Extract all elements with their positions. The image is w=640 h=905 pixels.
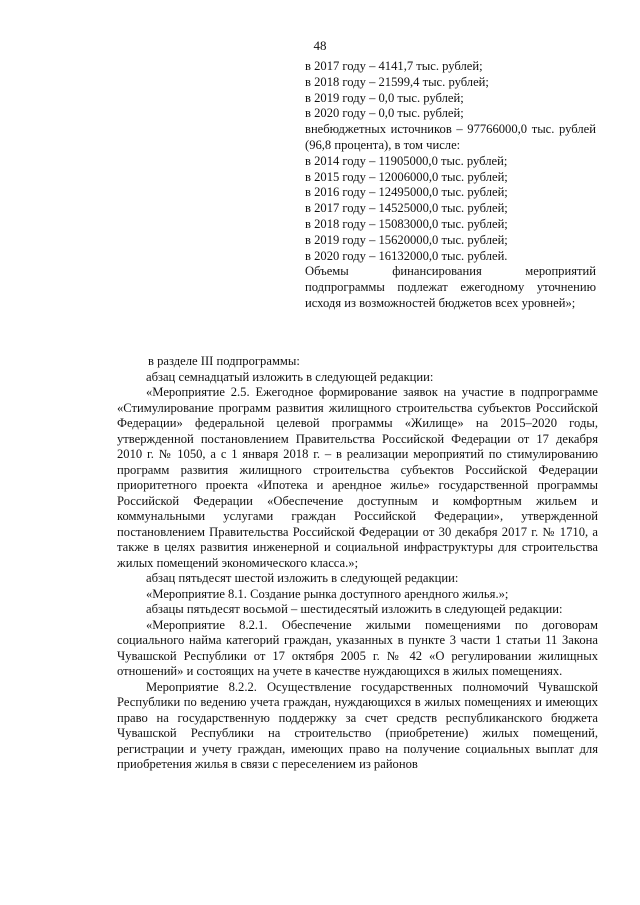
financing-line: в 2019 году – 0,0 тыс. рублей; — [305, 90, 464, 105]
financing-block — [305, 59, 596, 312]
page-number: 48 — [313, 38, 327, 53]
extrabudget-sources: внебюджетных источников – 97766000,0 тыс. рублей (96,8 процента), в том числе: — [305, 122, 596, 152]
year-line: в 2015 году – 12006000,0 тыс. рублей; — [305, 169, 508, 184]
financing-note: Объемы финансирования мероприятий подпрограммы подлежат ежегодному уточнению исходя из возможностей бюджетов всех уровней»; — [305, 264, 596, 310]
year-line: в 2019 году – 15620000,0 тыс. рублей; — [305, 232, 508, 247]
year-line: в 2020 году – 16132000,0 тыс. рублей. — [305, 248, 508, 263]
measure-8-1: «Мероприятие 8.1. Создание рынка доступного арендного жилья.»; — [146, 586, 509, 601]
year-line: в 2018 году – 15083000,0 тыс. рублей; — [305, 216, 508, 231]
amendment-paragraph: абзац пятьдесят шестой изложить в следующей редакции: — [146, 571, 459, 585]
main-text — [117, 354, 598, 773]
year-line: в 2014 году – 11905000,0 тыс. рублей; — [305, 153, 508, 168]
financing-line: в 2020 году – 0,0 тыс. рублей; — [305, 106, 464, 121]
financing-line: в 2017 году – 4141,7 тыс. рублей; — [305, 59, 483, 73]
measure-8-2-2: Мероприятие 8.2.2. Осуществление государственных полномочий Чувашской Республики по ведению учета граждан, нуждающихся в жилых помещениях и имеющих право на государственную поддержку за счет средств республиканского бюджета Чувашской Республики на строительство (приобретение) жилых помещений, регистрации и учету граждан, имеющих право на получение социальных выплат для приобретения жилья в связи с переселением из районов — [117, 679, 598, 771]
amendment-paragraph: абзацы пятьдесят восьмой – шестидесятый изложить в следующей редакции: — [146, 602, 563, 616]
financing-line: в 2018 году – 21599,4 тыс. рублей; — [305, 74, 489, 89]
year-line: в 2016 году – 12495000,0 тыс. рублей; — [305, 185, 508, 200]
year-line: в 2017 году – 14525000,0 тыс. рублей; — [305, 201, 508, 216]
measure-2-5: «Мероприятие 2.5. Ежегодное формирование заявок на участие в подпрограмме «Стимулирование программ развития жилищного строительства субъектов Российской Федерации» федеральной целевой программы «Жилище» на 2015–2020 годы, утвержденной постановлением Правительства Российской Федерации от 17 декабря 2010 г. № 1050, а с 1 января 2018 г. – в реализации мероприятий по стимулированию программ развития жилищного строительства субъектов Российской Федерации приоритетного проекта «Ипотека и арендное жилье» государственной программы Российской Федерации «Обеспечение доступным и комфортным жильем и коммунальными услугами граждан Российской Федерации», утвержденной постановлением Правительства Российской Федерации от 30 декабря 2017 г. № 1710, а также в целях развития инженерной и социальной инфраструктуры для строительства жилых помещений экономического класса.»; — [117, 385, 598, 570]
amendment-paragraph: абзац семнадцатый изложить в следующей редакции: — [146, 369, 434, 384]
section-heading: в разделе III подпрограммы: — [148, 354, 300, 368]
measure-8-2-1: «Мероприятие 8.2.1. Обеспечение жилыми помещениями по договорам социального найма категорий граждан, указанных в пункте 3 части 1 статьи 11 Закона Чувашской Республики от 17 октября 2005 г. № 42 «О регулировании жилищных отношений» и состоящих на учете в качестве нуждающихся в жилых помещениях. — [117, 617, 598, 678]
